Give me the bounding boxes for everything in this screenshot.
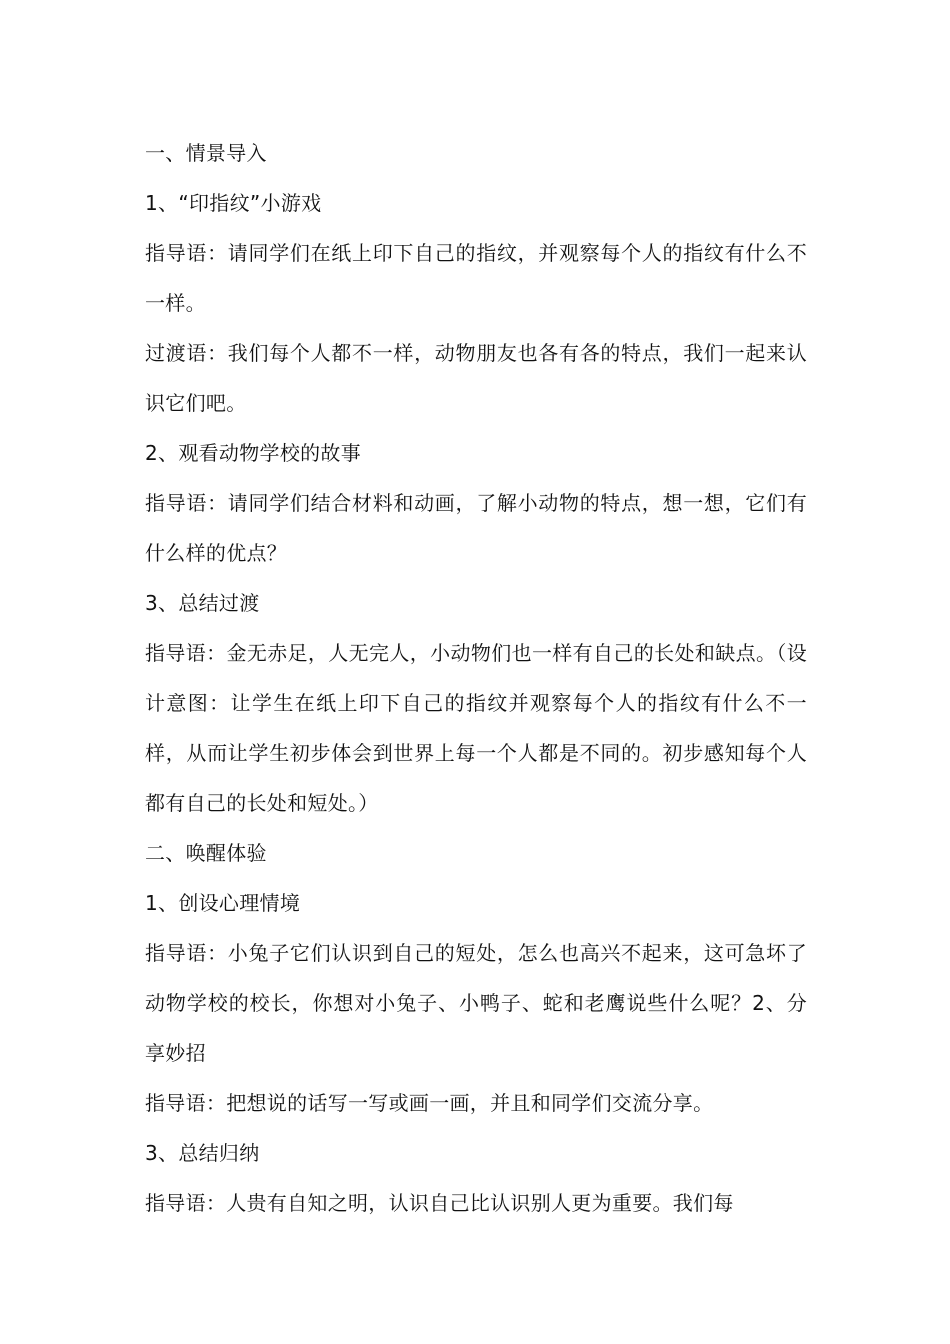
subheading-create-situation: 1、创设心理情境 — [145, 891, 301, 915]
subheading-animal-school-story: 2、观看动物学校的故事 — [145, 441, 362, 465]
paragraph-guidance-fingerprint: 指导语：请同学们在纸上印下自己的指纹，并观察每个人的指纹有什么不一样。 — [145, 241, 807, 315]
document-body — [145, 128, 807, 1228]
subheading-summary-transition: 3、总结过渡 — [145, 591, 260, 615]
subheading-fingerprint-game: 1、“印指纹”小游戏 — [145, 191, 322, 215]
section-heading-awaken-experience: 二、唤醒体验 — [145, 841, 267, 865]
paragraph-guidance-animals: 指导语：请同学们结合材料和动画，了解小动物的特点，想一想，它们有什么样的优点？ — [145, 491, 807, 565]
subheading-summary-induction: 3、总结归纳 — [145, 1141, 260, 1165]
paragraph-transition: 过渡语：我们每个人都不一样，动物朋友也各有各的特点，我们一起来认识它们吧。 — [145, 341, 807, 415]
paragraph-guidance-self-knowledge: 指导语：人贵有自知之明，认识自己比认识别人更为重要。我们每 — [145, 1191, 734, 1215]
section-heading-scene-intro: 一、情景导入 — [145, 141, 267, 165]
paragraph-guidance-summary: 指导语：金无赤足，人无完人，小动物们也一样有自己的长处和缺点。（设计意图：让学生在纸上印下自己的指纹并观察每个人的指纹有什么不一样，从而让学生初步体会到世界上每一个人都是不同的。初步感知每个人都有自己的长处和短处。） — [145, 641, 807, 815]
paragraph-guidance-rabbit: 指导语：小兔子它们认识到自己的短处，怎么也高兴不起来，这可急坏了动物学校的校长，你想对小兔子、小鸭子、蛇和老鹰说些什么呢？2、分享妙招 — [145, 941, 807, 1065]
paragraph-guidance-share: 指导语：把想说的话写一写或画一画，并且和同学们交流分享。 — [145, 1091, 714, 1115]
